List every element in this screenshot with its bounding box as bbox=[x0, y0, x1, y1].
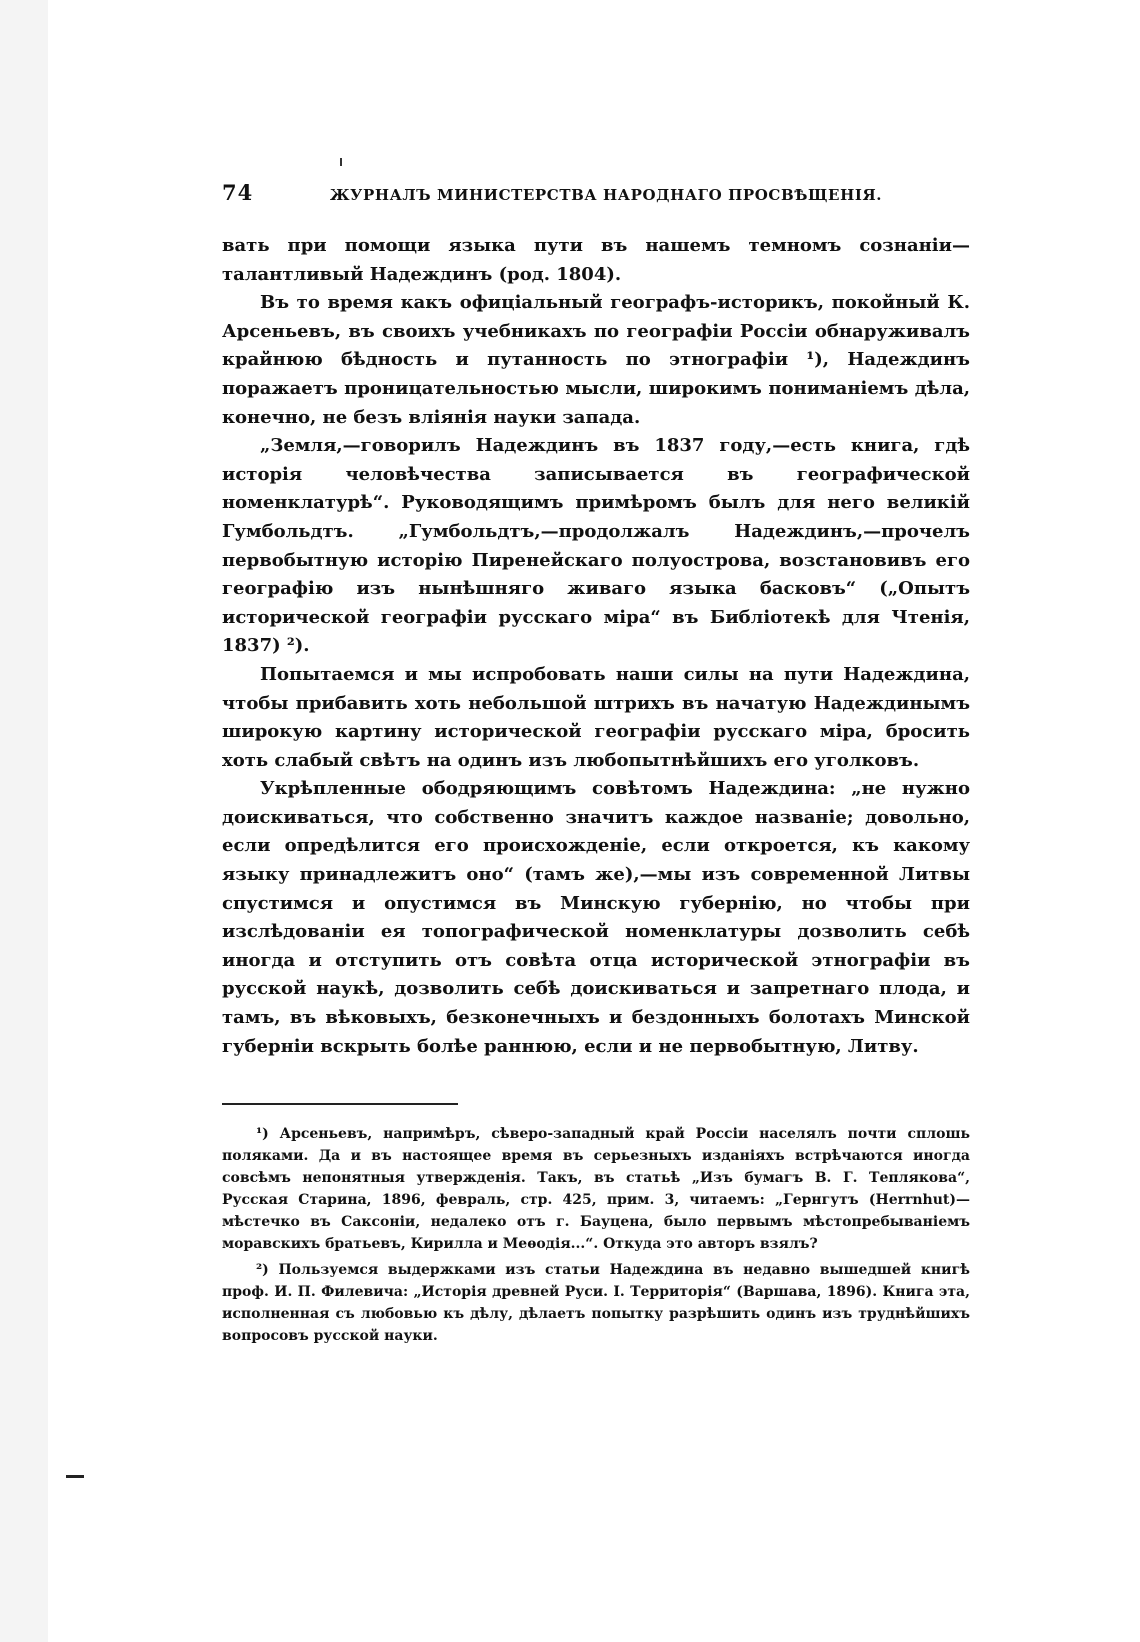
running-head-title: ЖУРНАЛЪ МИНИСТЕРСТВА НАРОДНАГО ПРОСВѢЩЕНІЯ. bbox=[329, 186, 883, 204]
footnote-2: ²) Пользуемся выдержками изъ статьи Надеждина въ недавно вышедшей книгѣ проф. И. П. Филевича: „Исторія древней Руси. I. Территорія“ (Варшава, 1896). Книга эта, исполненная съ любовью къ дѣлу, дѣлаетъ попытку разрѣшить одинъ изъ труднѣйшихъ вопросовъ русской науки. bbox=[222, 1262, 970, 1344]
paragraph: Попытаемся и мы испробовать наши силы на пути Надеждина, чтобы прибавить хоть небольшой штрихъ въ начатую Надеждинымъ широкую картину исторической географіи русскаго міра, бросить хоть слабый свѣтъ на одинъ изъ любопытнѣйшихъ его уголковъ. bbox=[222, 663, 970, 771]
paragraph: вать при помощи языка пути въ нашемъ темномъ сознаніи—талантливый Надеждинъ (род. 1804). bbox=[222, 235, 970, 285]
paragraph: Въ то время какъ офиціальный географъ-историкъ, покойный К. Арсеньевъ, въ своихъ учебникахъ по географіи Россіи обнаруживалъ крайнюю бѣдность и путанность по этнографіи ¹), Надеждинъ поражаетъ проницательностью мысли, широкимъ пониманіемъ дѣла, конечно, не безъ вліянія науки запада. bbox=[222, 292, 970, 428]
paragraph: „Земля,—говорилъ Надеждинъ въ 1837 году,—есть книга, гдѣ исторія человѣчества записывается въ географической номенклатурѣ“. Руководящимъ примѣромъ былъ для него великій Гумбольдтъ. „Гумбольдтъ,—продолжалъ Надеждинъ,—прочелъ первобытную исторію Пиренейскаго полуострова, возстановивъ его географію изъ нынѣшняго живаго языка басковъ“ („Опытъ исторической географіи русскаго міра“ въ Библіотекѣ для Чтенія, 1837) ²). bbox=[222, 435, 970, 657]
scan-edge-shadow bbox=[0, 0, 48, 1642]
print-mark bbox=[340, 158, 342, 166]
main-text bbox=[222, 232, 970, 1061]
page-number: 74 bbox=[222, 180, 254, 205]
paragraph: Укрѣпленные ободряющимъ совѣтомъ Надеждина: „не нужно доискиваться, что собственно значитъ каждое названіе; довольно, если опредѣлится его происхожденіе, если откроется, къ какому языку принадлежитъ оно“ (тамъ же),—мы изъ современной Литвы спустимся и опустимся въ Минскую губернію, но чтобы при изслѣдованіи ея топографической номенклатуры дозволить себѣ иногда и отступить отъ совѣта отца исторической этнографіи въ русской наукѣ, дозволить себѣ доискиваться и запретнаго плода, и тамъ, въ вѣковыхъ, безконечныхъ и бездонныхъ болотахъ Минской губерніи вскрыть болѣе раннюю, если и не первобытную, Литву. bbox=[222, 778, 970, 1057]
footnote-1: ¹) Арсеньевъ, напримѣръ, сѣверо-западный край Россіи населялъ почти сплошь поляками. Да и въ настоящее время въ серьезныхъ изданіяхъ встрѣчаются иногда совсѣмъ непонятныя утвержденія. Такъ, въ статьѣ „Изъ бумагъ В. Г. Теплякова“, Русская Старина, 1896, февраль, стр. 425, прим. 3, читаемъ: „Гернгутъ (Herrnhut)—мѣстечко въ Саксоніи, недалеко отъ г. Бауцена, было первымъ мѣстопребываніемъ моравскихъ братьевъ, Кирилла и Меѳодія...“. Откуда это авторъ взялъ? bbox=[222, 1126, 970, 1252]
margin-mark bbox=[66, 1475, 84, 1478]
footnotes bbox=[222, 1123, 970, 1351]
footnote-divider bbox=[222, 1103, 458, 1105]
